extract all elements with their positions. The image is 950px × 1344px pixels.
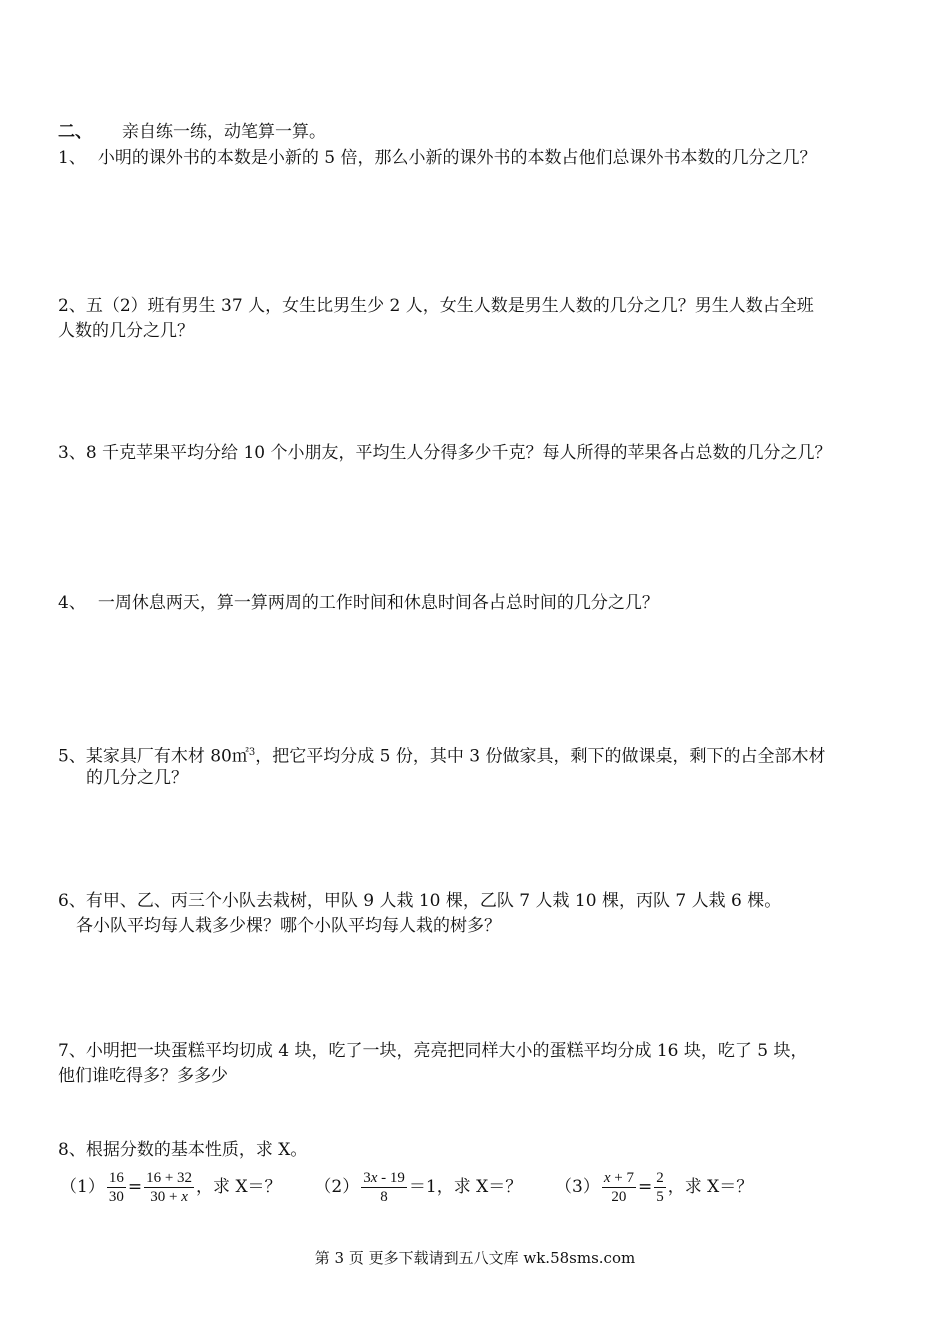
denominator: 30 bbox=[108, 1188, 124, 1205]
variable: x bbox=[181, 1188, 188, 1205]
fraction bbox=[654, 1169, 666, 1206]
variable: x bbox=[370, 1169, 378, 1186]
part-tail: ，求 X＝？ bbox=[436, 1176, 523, 1197]
numerator-rest: + 7 bbox=[610, 1169, 634, 1186]
question-8-equations bbox=[60, 1166, 753, 1207]
denominator: 20 bbox=[611, 1188, 627, 1205]
question-text-a: 某家具厂有木材 80㎡ bbox=[85, 746, 249, 767]
equals-sign: = bbox=[638, 1176, 653, 1197]
question-text: 根据分数的基本性质，求 X。 bbox=[85, 1140, 308, 1160]
question-6 bbox=[58, 890, 781, 912]
section-number: 二、 bbox=[58, 122, 92, 142]
variable: x bbox=[603, 1169, 611, 1186]
fraction bbox=[361, 1169, 407, 1206]
part-3 bbox=[555, 1167, 753, 1207]
question-text: 一周休息两天，算一算两周的工作时间和休息时间各占总时间的几分之几？ bbox=[97, 593, 659, 613]
numerator: 16 + 32 bbox=[146, 1169, 193, 1186]
question-2-continuation: 人数的几分之几？ bbox=[58, 321, 194, 341]
question-text: 五（2）班有男生 37 人，女生比男生少 2 人，女生人数是男生人数的几分之几？男生人数占全班 bbox=[85, 296, 814, 316]
question-1 bbox=[58, 147, 816, 169]
question-3 bbox=[58, 442, 832, 464]
part-1 bbox=[60, 1167, 282, 1207]
numerator-rest: - 19 bbox=[377, 1169, 405, 1186]
question-number: 4、 bbox=[58, 593, 86, 613]
question-number: 5、 bbox=[58, 746, 86, 767]
denominator: 8 bbox=[380, 1188, 388, 1205]
numerator bbox=[602, 1169, 636, 1188]
question-5 bbox=[58, 742, 826, 768]
question-8 bbox=[58, 1139, 307, 1161]
question-text-b: ，把它平均分成 5 份，其中 3 份做家具，剩下的做课桌，剩下的占全部木材 bbox=[255, 746, 826, 767]
question-number: 8、 bbox=[58, 1140, 86, 1160]
question-5-continuation: 的几分之几？ bbox=[86, 768, 188, 788]
denominator bbox=[144, 1188, 194, 1206]
question-2 bbox=[58, 295, 814, 317]
question-number: 6、 bbox=[58, 891, 86, 911]
question-6-continuation: 各小队平均每人栽多少棵？哪个小队平均每人栽的树多？ bbox=[76, 916, 501, 936]
equals-sign: = bbox=[127, 1176, 143, 1197]
part-tail: ，求 X＝？ bbox=[667, 1176, 754, 1197]
question-number: 2、 bbox=[58, 296, 86, 316]
question-text: 有甲、乙、丙三个小队去栽树，甲队 9 人栽 10 棵，乙队 7 人栽 10 棵，丙队 7 人栽 6 棵。 bbox=[85, 891, 782, 911]
part-label: （3） bbox=[555, 1176, 600, 1197]
question-number: 3、 bbox=[58, 443, 86, 463]
fraction bbox=[602, 1169, 636, 1206]
denominator-text: 30 + bbox=[150, 1188, 182, 1205]
rhs: ＝1 bbox=[408, 1176, 437, 1197]
question-text: 8 千克苹果平均分给 10 个小朋友，平均生人分得多少千克？每人所得的苹果各占总数的几分之几？ bbox=[85, 443, 832, 463]
question-4 bbox=[58, 592, 659, 614]
part-label: （1） bbox=[60, 1176, 105, 1197]
question-text: 小明的课外书的本数是小新的 5 倍，那么小新的课外书的本数占他们总课外书本数的几分之几？ bbox=[97, 148, 817, 168]
fraction bbox=[107, 1169, 126, 1206]
section-heading bbox=[58, 121, 326, 143]
fraction bbox=[144, 1169, 194, 1206]
question-number: 7、 bbox=[58, 1041, 86, 1061]
question-7 bbox=[58, 1040, 808, 1062]
numerator bbox=[361, 1169, 407, 1188]
numerator: 2 bbox=[656, 1169, 664, 1186]
part-2 bbox=[314, 1167, 522, 1207]
question-7-continuation: 他们谁吃得多？多多少 bbox=[58, 1066, 228, 1086]
part-tail: ，求 X＝？ bbox=[196, 1176, 282, 1197]
question-number: 1、 bbox=[58, 148, 86, 168]
part-label: （2） bbox=[314, 1176, 360, 1197]
page-footer: 第 3 页 更多下载请到五八文库 wk.58sms.com bbox=[314, 1249, 636, 1267]
section-title: 亲自练一练，动笔算一算。 bbox=[122, 122, 326, 142]
question-text: 小明把一块蛋糕平均切成 4 块，吃了一块，亮亮把同样大小的蛋糕平均分成 16 块，吃了 5 块， bbox=[85, 1041, 808, 1061]
numerator-coef: 3 bbox=[363, 1169, 371, 1186]
superscript: 3 bbox=[248, 747, 256, 758]
denominator: 5 bbox=[656, 1188, 664, 1205]
numerator: 16 bbox=[108, 1169, 124, 1186]
